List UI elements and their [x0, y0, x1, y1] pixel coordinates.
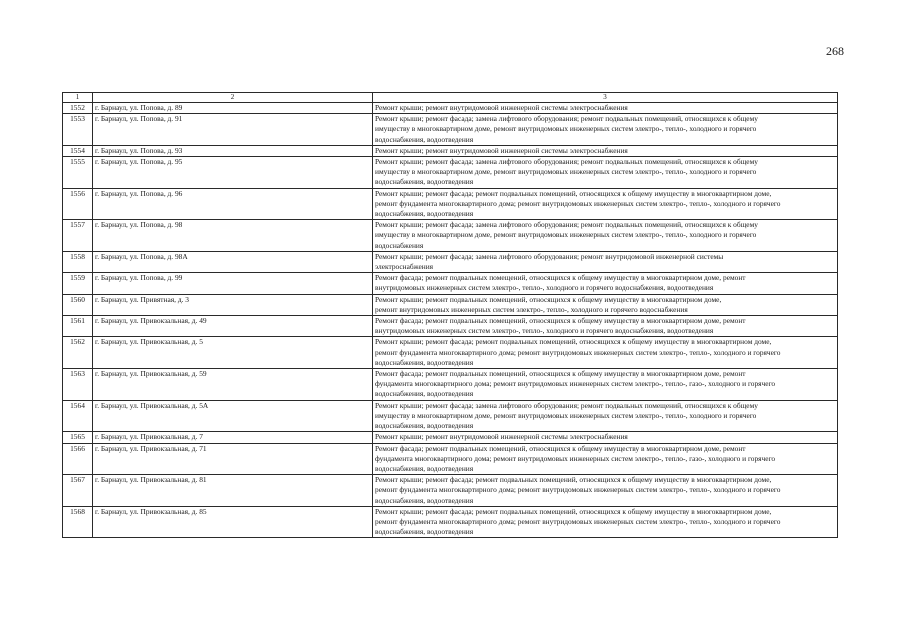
- row-address: г. Барнаул, ул. Привокзальная, д. 49: [93, 316, 373, 337]
- row-work-list: Ремонт крыши; ремонт фасада; ремонт подвальных помещений, относящихся к общему имуществу в многоквартирном доме, ремонт фундамента многоквартирного дома; ремонт внутридомовых инженерных систем электро-, тепло-, холодного и горячего водоснабжения, водоотведения: [373, 188, 838, 220]
- row-number: 1552: [63, 103, 93, 114]
- row-work-list: Ремонт крыши; ремонт подвальных помещений, относящихся к общему имуществу в многоквартирном доме, ремонт внутридомовых инженерных систем электро-, тепло-, холодного и горячего водоснабжения: [373, 294, 838, 315]
- row-address: г. Барнаул, ул. Привятная, д. 3: [93, 294, 373, 315]
- row-address: г. Барнаул, ул. Попова, д. 89: [93, 103, 373, 114]
- row-number: 1568: [63, 506, 93, 538]
- row-work-list: Ремонт крыши; ремонт фасада; замена лифтового оборудования; ремонт подвальных помещений, относящихся к общему имуществу в многоквартирном доме, ремонт внутридомовых инженерных систем электро-, тепло-, холодного и горячего водоснабжения, водоотведения: [373, 157, 838, 189]
- row-address: г. Барнаул, ул. Привокзальная, д. 81: [93, 475, 373, 507]
- row-work-list: Ремонт крыши; ремонт внутридомовой инженерной системы электроснабжения: [373, 432, 838, 443]
- page-number: 268: [826, 44, 844, 58]
- table-row: [63, 114, 838, 146]
- row-number: 1561: [63, 316, 93, 337]
- row-work-list: Ремонт крыши; ремонт фасада; ремонт подвальных помещений, относящихся к общему имуществу в многоквартирном доме, ремонт фундамента многоквартирного дома; ремонт внутридомовых инженерных систем электро-, тепло-, холодного и горячего водоснабжения, водоотведения: [373, 506, 838, 538]
- row-number: 1554: [63, 145, 93, 156]
- row-work-list: Ремонт крыши; ремонт внутридомовой инженерной системы электроснабжения: [373, 103, 838, 114]
- row-number: 1555: [63, 157, 93, 189]
- table-row: [63, 220, 838, 252]
- row-number: 1565: [63, 432, 93, 443]
- table-row: [63, 157, 838, 189]
- row-address: г. Барнаул, ул. Попова, д. 91: [93, 114, 373, 146]
- row-work-list: Ремонт фасада; ремонт подвальных помещений, относящихся к общему имуществу в многоквартирном доме, ремонт внутридомовых инженерных систем электро-, тепло-, холодного и горячего водоснабжения, водоотведения: [373, 316, 838, 337]
- table-row: [63, 294, 838, 315]
- row-address: г. Барнаул, ул. Привокзальная, д. 85: [93, 506, 373, 538]
- row-address: г. Барнаул, ул. Попова, д. 93: [93, 145, 373, 156]
- table-row: [63, 506, 838, 538]
- header-col-work: 3: [373, 93, 838, 103]
- header-col-number: 1: [63, 93, 93, 103]
- row-work-list: Ремонт крыши; ремонт фасада; замена лифтового оборудования; ремонт внутридомовой инженерной системы электроснабжения: [373, 251, 838, 272]
- table-row: [63, 273, 838, 294]
- row-number: 1560: [63, 294, 93, 315]
- row-number: 1567: [63, 475, 93, 507]
- row-number: 1563: [63, 369, 93, 401]
- row-number: 1556: [63, 188, 93, 220]
- row-work-list: Ремонт крыши; ремонт фасада; замена лифтового оборудования; ремонт подвальных помещений, относящихся к общему имуществу в многоквартирном доме, ремонт внутридомовых инженерных систем электро-, тепло-, холодного и горячего водоснабжения, водоотведения: [373, 114, 838, 146]
- row-work-list: Ремонт крыши; ремонт внутридомовой инженерной системы электроснабжения: [373, 145, 838, 156]
- row-address: г. Барнаул, ул. Попова, д. 96: [93, 188, 373, 220]
- row-number: 1557: [63, 220, 93, 252]
- row-number: 1553: [63, 114, 93, 146]
- row-work-list: Ремонт крыши; ремонт фасада; замена лифтового оборудования; ремонт подвальных помещений, относящихся к общему имуществу в многоквартирном доме, ремонт внутридомовых инженерных систем электро-, тепло-, холодного и горячего водоснабжения: [373, 220, 838, 252]
- row-work-list: Ремонт фасада; ремонт подвальных помещений, относящихся к общему имуществу в многоквартирном доме, ремонт фундамента многоквартирного дома; ремонт внутридомовых инженерных систем электро-, тепло-, газо-, холодного и горячего водоснабжения, водоотведения: [373, 443, 838, 475]
- row-number: 1562: [63, 337, 93, 369]
- table-row: [63, 188, 838, 220]
- row-address: г. Барнаул, ул. Привокзальная, д. 5: [93, 337, 373, 369]
- row-address: г. Барнаул, ул. Попова, д. 98: [93, 220, 373, 252]
- row-number: 1558: [63, 251, 93, 272]
- work-table: [62, 92, 838, 538]
- row-address: г. Барнаул, ул. Попова, д. 99: [93, 273, 373, 294]
- row-work-list: Ремонт фасада; ремонт подвальных помещений, относящихся к общему имуществу в многоквартирном доме, ремонт фундамента многоквартирного дома; ремонт внутридомовых инженерных систем электро-, тепло-, газо-, холодного и горячего водоснабжения, водоотведения: [373, 369, 838, 401]
- row-work-list: Ремонт крыши; ремонт фасада; замена лифтового оборудования; ремонт подвальных помещений, относящихся к общему имуществу в многоквартирном доме, ремонт внутридомовых инженерных систем электро-, тепло-, холодного и горячего водоснабжения, водоотведения: [373, 400, 838, 432]
- row-address: г. Барнаул, ул. Привокзальная, д. 7: [93, 432, 373, 443]
- table-row: [63, 251, 838, 272]
- row-address: г. Барнаул, ул. Привокзальная, д. 5А: [93, 400, 373, 432]
- row-number: 1566: [63, 443, 93, 475]
- table-row: [63, 443, 838, 475]
- row-work-list: Ремонт фасада; ремонт подвальных помещений, относящихся к общему имуществу в многоквартирном доме, ремонт внутридомовых инженерных систем электро-, тепло-, холодного и горячего водоснабжения, водоотведения: [373, 273, 838, 294]
- table-row: [63, 432, 838, 443]
- table-row: [63, 145, 838, 156]
- table-row: [63, 400, 838, 432]
- header-col-address: 2: [93, 93, 373, 103]
- row-number: 1564: [63, 400, 93, 432]
- row-address: г. Барнаул, ул. Попова, д. 95: [93, 157, 373, 189]
- table-row: [63, 316, 838, 337]
- table-row: [63, 337, 838, 369]
- row-number: 1559: [63, 273, 93, 294]
- row-address: г. Барнаул, ул. Привокзальная, д. 59: [93, 369, 373, 401]
- row-address: г. Барнаул, ул. Попова, д. 98А: [93, 251, 373, 272]
- table-row: [63, 475, 838, 507]
- table-row: [63, 369, 838, 401]
- row-address: г. Барнаул, ул. Привокзальная, д. 71: [93, 443, 373, 475]
- table-header-row: [63, 93, 838, 103]
- table-row: [63, 103, 838, 114]
- row-work-list: Ремонт крыши; ремонт фасада; ремонт подвальных помещений, относящихся к общему имуществу в многоквартирном доме, ремонт фундамента многоквартирного дома; ремонт внутридомовых инженерных систем электро-, тепло-, холодного и горячего водоснабжения, водоотведения: [373, 337, 838, 369]
- row-work-list: Ремонт крыши; ремонт фасада; ремонт подвальных помещений, относящихся к общему имуществу в многоквартирном доме, ремонт фундамента многоквартирного дома; ремонт внутридомовых инженерных систем электро-, тепло-, холодного и горячего водоснабжения, водоотведения: [373, 475, 838, 507]
